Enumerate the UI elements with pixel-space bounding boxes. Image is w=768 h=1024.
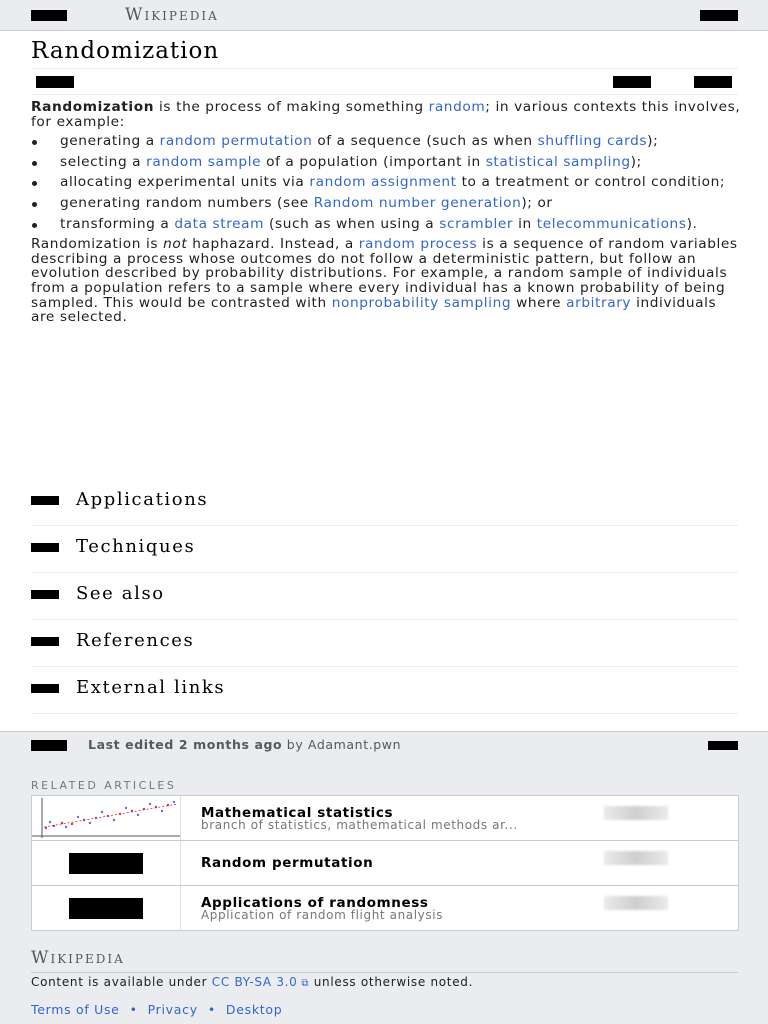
- list-item: [31, 175, 741, 190]
- scatter-plot-thumbnail: [32, 796, 180, 840]
- text: );: [647, 133, 659, 150]
- section-heading: References: [76, 630, 195, 651]
- section-list: [31, 480, 738, 715]
- section-heading: Techniques: [76, 536, 196, 557]
- page-title: Randomization: [31, 38, 220, 64]
- related-articles-list: [31, 795, 739, 931]
- text: to a treatment or control condition;: [456, 174, 726, 191]
- text: allocating experimental units via: [60, 174, 310, 191]
- expand-icon: [31, 684, 59, 693]
- article-thumbnail: [32, 886, 181, 930]
- related-article[interactable]: [32, 841, 738, 886]
- text: in: [513, 215, 537, 232]
- main-menu-button[interactable]: [31, 10, 67, 21]
- related-article-description: Application of random flight analysis: [201, 908, 444, 922]
- link[interactable]: random sample: [146, 153, 262, 170]
- link[interactable]: random permutation: [159, 133, 313, 150]
- article-content: [31, 100, 741, 325]
- expand-icon: [31, 590, 59, 599]
- separator: •: [207, 1002, 216, 1017]
- privacy-link[interactable]: Privacy: [147, 1002, 198, 1017]
- section-applications[interactable]: [31, 480, 738, 526]
- top-bar: [0, 0, 768, 31]
- divider: [31, 972, 738, 973]
- link[interactable]: scrambler: [439, 215, 514, 232]
- link[interactable]: random process: [358, 236, 478, 253]
- text: transforming a: [60, 215, 175, 232]
- related-articles-heading: RELATED ARTICLES: [31, 779, 177, 792]
- text: ; in various contexts this involves, for example:: [31, 99, 741, 130]
- second-paragraph: [31, 237, 741, 325]
- intro-bold-term: Randomization: [31, 99, 155, 115]
- section-external-links[interactable]: [31, 668, 738, 714]
- link[interactable]: telecommunications: [536, 215, 687, 232]
- text: is a sequence of random variables describing a process whose outcomes do not follow a deterministic pattern, but follow an evolution described by probability distributions. For example, a random sample of individuals from a population refers to a sample where every individual has a known probability of being sampled. This would be contrasted with: [31, 236, 738, 311]
- related-article[interactable]: [32, 886, 738, 930]
- page-actions: [31, 76, 738, 90]
- blurred-image: [604, 851, 668, 865]
- text: where: [511, 294, 567, 311]
- license-text: [31, 976, 671, 990]
- article-thumbnail: [32, 841, 181, 885]
- related-article-title: Random permutation: [201, 855, 374, 871]
- article-thumbnail: [32, 796, 181, 840]
- footer-wordmark: Wikipedia: [31, 948, 125, 968]
- list-item: [31, 134, 741, 149]
- text: Content is available under: [31, 975, 212, 989]
- text: haphazard. Instead, a: [187, 236, 359, 253]
- search-button[interactable]: [700, 10, 738, 21]
- footer-links: [31, 1002, 282, 1017]
- related-article-description: branch of statistics, mathematical methods ar...: [201, 818, 518, 832]
- text: (such as when using a: [264, 215, 440, 232]
- link[interactable]: Random number generation: [313, 194, 522, 211]
- external-link-icon: ⧉: [297, 978, 310, 989]
- chevron-right-icon: [708, 741, 738, 750]
- section-heading: External links: [76, 677, 226, 698]
- text: unless otherwise noted.: [309, 975, 474, 989]
- text: of a population (important in: [261, 153, 486, 170]
- separator: •: [129, 1002, 138, 1017]
- link[interactable]: shuffling cards: [537, 133, 648, 150]
- text: ).: [686, 215, 698, 232]
- desktop-link[interactable]: Desktop: [225, 1002, 283, 1017]
- section-heading: Applications: [76, 489, 209, 510]
- section-techniques[interactable]: [31, 527, 738, 573]
- thumbnail-placeholder-icon: [69, 853, 143, 874]
- bullet-list: [31, 134, 741, 231]
- related-article[interactable]: [32, 796, 738, 841]
- language-button[interactable]: [36, 76, 74, 88]
- text: is the process of making something: [154, 99, 429, 115]
- list-item: [31, 155, 741, 170]
- text: ); or: [521, 194, 553, 211]
- blurred-image: [604, 896, 668, 910]
- emphasis: not: [163, 236, 188, 253]
- text: selecting a: [60, 153, 147, 170]
- text: Randomization is: [31, 236, 164, 253]
- list-item: [31, 196, 741, 211]
- thumbnail-placeholder-icon: [69, 898, 143, 919]
- text: generating random numbers (see: [60, 194, 314, 211]
- text: individuals are selected.: [31, 294, 717, 326]
- divider: [31, 68, 738, 69]
- link[interactable]: statistical sampling: [485, 153, 631, 170]
- link[interactable]: random assignment: [309, 174, 457, 191]
- expand-icon: [31, 543, 59, 552]
- text: );: [630, 153, 642, 170]
- link[interactable]: data stream: [174, 215, 265, 232]
- divider: [31, 94, 738, 95]
- link[interactable]: nonprobability sampling: [331, 294, 512, 311]
- last-edited-time: Last edited 2 months ago: [88, 737, 283, 752]
- section-heading: See also: [76, 583, 165, 604]
- intro-paragraph: [31, 100, 741, 129]
- terms-of-use-link[interactable]: Terms of Use: [31, 1002, 120, 1017]
- section-see-also[interactable]: [31, 574, 738, 620]
- last-edited-text: [88, 737, 401, 752]
- expand-icon: [31, 496, 59, 505]
- edit-button[interactable]: [694, 76, 732, 88]
- watch-button[interactable]: [613, 76, 651, 88]
- history-icon: [31, 740, 67, 751]
- last-edited-user: by Adamant.pwn: [282, 737, 402, 752]
- list-item: [31, 217, 741, 232]
- blurred-image: [604, 806, 668, 820]
- link-random[interactable]: random: [428, 99, 486, 115]
- related-article-title: Mathematical statistics: [201, 805, 394, 821]
- expand-icon: [31, 637, 59, 646]
- text: generating a: [60, 133, 160, 150]
- license-link[interactable]: CC BY-SA 3.0: [211, 975, 298, 989]
- section-references[interactable]: [31, 621, 738, 667]
- related-article-title: Applications of randomness: [201, 895, 429, 911]
- wikipedia-wordmark[interactable]: Wikipedia: [125, 5, 219, 25]
- link[interactable]: arbitrary: [566, 294, 632, 311]
- text: of a sequence (such as when: [312, 133, 538, 150]
- last-edited-bar[interactable]: [0, 731, 768, 759]
